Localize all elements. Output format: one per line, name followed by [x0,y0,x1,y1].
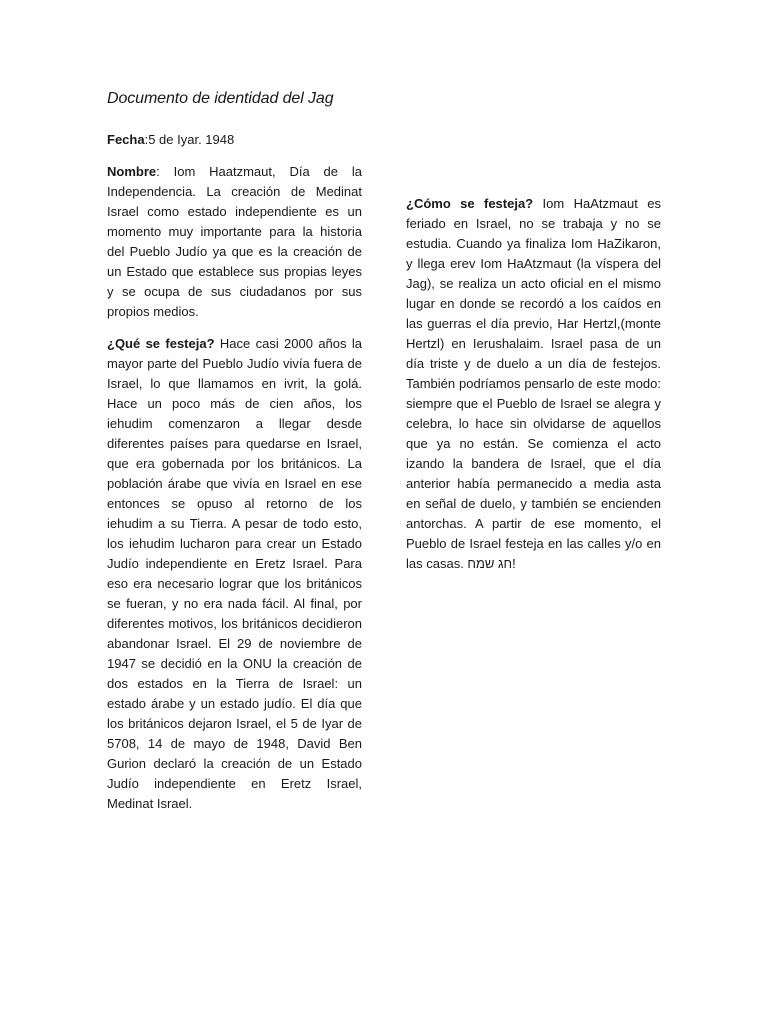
left-column [107,162,362,826]
how-label: ¿Cómo se festeja? [406,196,534,211]
how-paragraph [406,194,661,574]
hebrew-greeting: חג שמח [467,556,513,571]
date-separator: : [144,132,149,147]
how-text: Iom HaAtzmaut es feriado en Israel, no se trabaja y no se estudia. Cuando ya finaliza Iom HaZikaron, y llega erev Iom HaAtzmaut (la víspera del Jag), se realiza un acto oficial en el mismo lugar en donde se recordó a los caídos en las guerras el día previo, Har Hertzl,(monte Hertzl) en Ierushalaim. Israel pasa de un día triste y de duelo a un día de festejos. También podríamos pensarlo de este modo: siempre que el Pueblo de Israel se alegra y celebra, lo hace sin olvidarse de aquellos que ya no están. Se comienza el acto izando la bandera de Israel, que el día anterior había permanecido a media asta en señal de duelo, y también se encienden antorchas. A partir de ese momento, el Pueblo de Israel festeja en las calles y/o en las casas. [406,196,661,571]
what-label: ¿Qué se festeja? [107,336,215,351]
what-paragraph [107,334,362,814]
name-label: Nombre [107,164,157,179]
right-column [406,194,661,586]
date-value: 5 de Iyar. 1948 [148,132,235,147]
how-ending: ! [512,556,516,571]
date-label: Fecha [107,132,145,147]
what-text: Hace casi 2000 años la mayor parte del Pueblo Judío vivía fuera de Israel, lo que llamamos en ivrit, la golá. Hace un poco más de cien años, los iehudim comenzaron a llegar desde diferentes países para quedarse en Israel, que era gobernada por los británicos. La población árabe que vivía en Israel en ese entonces se opuso al retorno de los iehudim a su Tierra. A pesar de todo esto, los iehudim lucharon para crear un Estado Judío independiente en Eretz Israel. Para eso era necesario lograr que los británicos se fueran, y no era nada fácil. Al final, por diferentes motivos, los británicos decidieron abandonar Israel. El 29 de noviembre de 1947 se decidió en la ONU la creación de dos estados en la Tierra de Israel: un estado árabe y un estado judío. El día que los británicos dejaron Israel, el 5 de Iyar de 5708, 14 de mayo de 1948, David Ben Gurion declaró la creación de un Estado Judío independiente en Eretz Israel, Medinat Israel. [107,336,362,811]
name-paragraph [107,162,362,322]
date-line [107,130,234,150]
name-text: Iom Haatzmaut, Día de la Independencia. La creación de Medinat Israel como estado independiente es un momento muy importante para la historia del Pueblo Judío ya que es la creación de un Estado que establece sus propias leyes y se ocupa de sus ciudadanos por sus propios medios. [107,164,362,319]
document-title: Documento de identidad del Jag [107,90,334,107]
name-separator: : [156,164,174,179]
